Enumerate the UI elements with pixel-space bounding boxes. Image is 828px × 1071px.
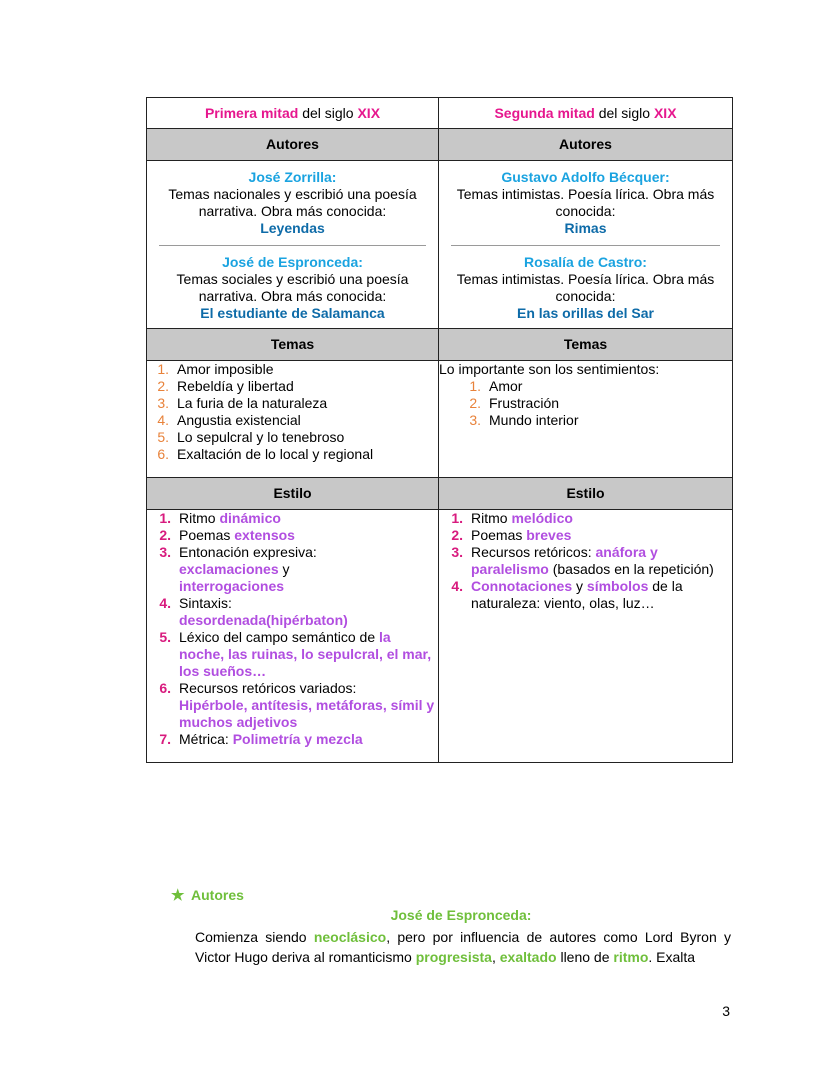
author-name: José Zorrilla: xyxy=(248,169,337,185)
right-authors-cell xyxy=(439,161,733,329)
author-work: Leyendas xyxy=(260,220,325,236)
section-subtitle: José de Espronceda: xyxy=(390,907,532,923)
list-item: 7. Métrica: Polimetría y mezcla xyxy=(159,731,363,747)
list-item: 3. La furia de la naturaleza xyxy=(157,395,328,411)
temas-left-cell xyxy=(147,361,439,478)
list-item: 4. Sintaxis: desordenada(hipérbaton) xyxy=(159,595,348,628)
author-desc: Temas intimistas. Poesía lírica. Obra más conocida: xyxy=(456,186,715,219)
author-work: En las orillas del Sar xyxy=(517,305,654,321)
section-heading: ★ Autores xyxy=(171,887,244,904)
list-item: 1. Amor xyxy=(469,378,523,394)
list-item: 5. Léxico del campo semántico de la noche, las ruinas, lo sepulcral, el mar, los sueños… xyxy=(159,629,432,679)
author-work: Rimas xyxy=(564,220,607,236)
autores-section xyxy=(171,887,731,967)
list-item: 2. Poemas extensos xyxy=(159,527,295,543)
list-item: 3. Recursos retóricos: anáfora y paralelismo (basados en la repetición) xyxy=(451,544,714,577)
header-second-half: Segunda mitad del siglo XIX xyxy=(439,98,733,129)
autores-label-left: Autores xyxy=(147,129,439,161)
list-item: 1. Amor imposible xyxy=(157,361,274,377)
list-item: 1. Ritmo melódico xyxy=(451,510,573,526)
author-desc: Temas sociales y escribió una poesía narrativa. Obra más conocida: xyxy=(176,271,409,304)
estilo-label-right: Estilo xyxy=(439,478,733,510)
divider xyxy=(159,245,426,246)
left-authors-cell xyxy=(147,161,439,329)
list-item: 1. Ritmo dinámico xyxy=(159,510,281,526)
temas-label-left: Temas xyxy=(147,329,439,361)
section-paragraph: Comienza siendo neoclásico, pero por influencia de autores como Lord Byron y Victor Hugo deriva al romanticismo progresista, exaltado lleno de ritmo. Exalta xyxy=(195,929,732,965)
author-name: Gustavo Adolfo Bécquer: xyxy=(501,169,670,185)
temas-label-right: Temas xyxy=(439,329,733,361)
list-item: 5. Lo sepulcral y lo tenebroso xyxy=(157,429,345,445)
author-name: Rosalía de Castro: xyxy=(524,254,647,270)
list-item: 3. Mundo interior xyxy=(469,412,579,428)
autores-label-right: Autores xyxy=(439,129,733,161)
author-desc: Temas nacionales y escribió una poesía narrativa. Obra más conocida: xyxy=(168,186,417,219)
page-number: 3 xyxy=(722,1003,730,1019)
header-first-half: Primera mitad del siglo XIX xyxy=(147,98,439,129)
estilo-label-left: Estilo xyxy=(147,478,439,510)
list-item: 6. Recursos retóricos variados: Hipérbole, antítesis, metáforas, símil y muchos adjetivos xyxy=(159,680,435,730)
list-item: 2. Rebeldía y libertad xyxy=(157,378,294,394)
star-icon: ★ xyxy=(171,887,185,904)
author-name: José de Espronceda: xyxy=(222,254,363,270)
list-item: 4. Angustia existencial xyxy=(157,412,301,428)
author-desc: Temas intimistas. Poesía lírica. Obra más conocida: xyxy=(456,271,715,304)
temas-right-cell xyxy=(439,361,733,478)
temas-intro: Lo importante son los sentimientos: xyxy=(439,361,660,377)
list-item: 2. Poemas breves xyxy=(451,527,572,543)
divider xyxy=(451,245,720,246)
list-item: 6. Exaltación de lo local y regional xyxy=(157,446,374,462)
estilo-left-cell xyxy=(147,510,439,763)
romanticism-table xyxy=(146,97,733,763)
author-work: El estudiante de Salamanca xyxy=(200,305,385,321)
list-item: 3. Entonación expresiva: exclamaciones y interrogaciones xyxy=(159,544,317,594)
list-item: 4. Connotaciones y símbolos de la naturaleza: viento, olas, luz… xyxy=(451,578,683,611)
list-item: 2. Frustración xyxy=(469,395,560,411)
estilo-right-cell xyxy=(439,510,733,763)
